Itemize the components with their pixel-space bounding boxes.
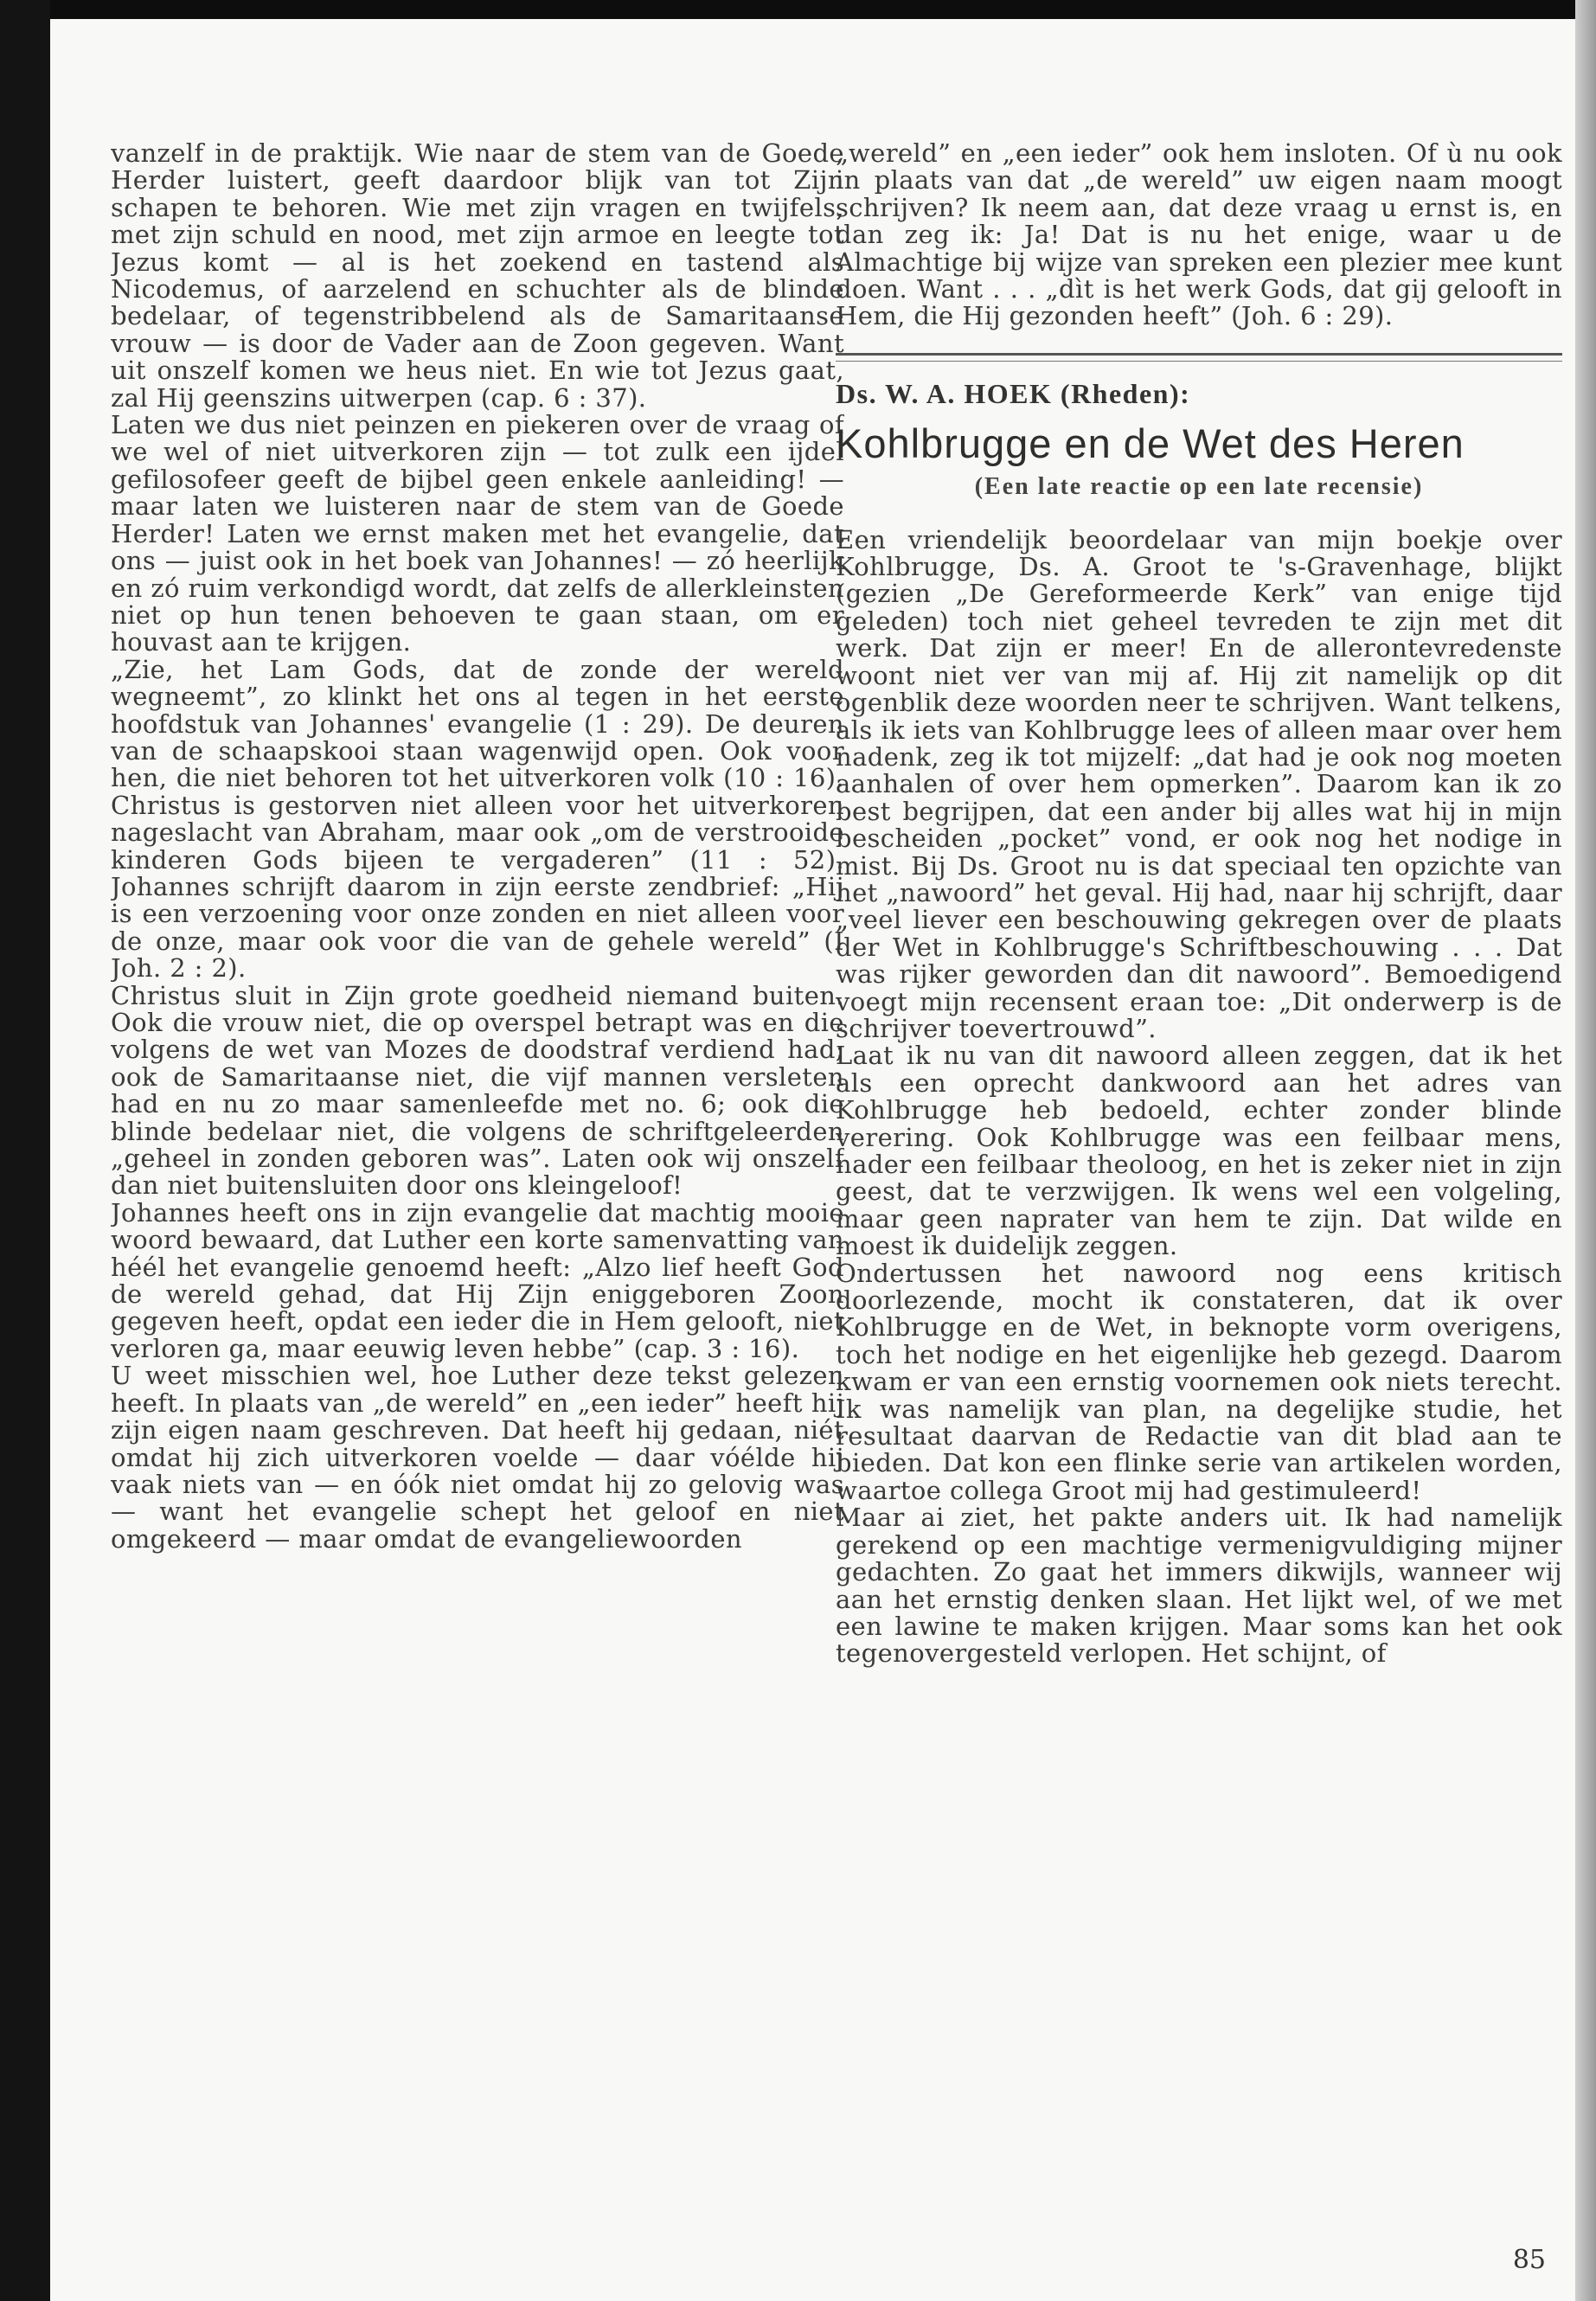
scan-border-top bbox=[0, 0, 1596, 19]
article-title: Kohlbrugge en de Wet des Heren bbox=[836, 420, 1465, 467]
article-byline: Ds. W. A. HOEK (Rheden): bbox=[836, 377, 1191, 409]
page-number: 85 bbox=[1512, 2245, 1546, 2275]
scan-border-left bbox=[0, 0, 50, 2301]
body-paragraph: Laten we dus niet peinzen en piekeren over de vraag of we wel of niet uitverkoren zijn — tot zulk een ijdel gefilosofeer geeft de bijbel geen enkele aanleiding! — maar laten we luisteren naar de stem van de Goede Herder! Laten we ernst maken met het evangelie, dat ons — juist ook in het boek van Johannes! — zó heerlijk en zó ruim verkondigd wordt, dat zelfs de allerkleinsten niet op hun tenen behoeven te gaan staan, om er houvast aan te krijgen. bbox=[111, 410, 844, 657]
section-divider bbox=[836, 353, 1562, 362]
scan-border-right bbox=[1575, 0, 1596, 2301]
document-page bbox=[50, 19, 1575, 2301]
article-paragraph: Ondertussen het nawoord nog eens kritisch doorlezende, mocht ik constateren, dat ik over Kohlbrugge en de Wet, in beknopte vorm overigens, toch het nodige en het eigenlijke heb gezegd. Daarom kwam er van een ernstig voornemen ook niets terecht. Ik was namelijk van plan, na degelijke studie, het resultaat daarvan de Redactie van dit blad aan te bieden. Dat kon een flinke serie van artikelen worden, waartoe collega Groot mij had gestimuleerd! bbox=[836, 1258, 1562, 1505]
article-paragraph: Een vriendelijk beoordelaar van mijn boekje over Kohlbrugge, Ds. A. Groot te 's-Gravenhage, blijkt (gezien „De Gereformeerde Kerk” van enige tijd geleden) toch niet geheel tevreden te zijn met dit werk. Dat zijn er meer! En de allerontevredenste woont niet ver van mij af. Hij zit namelijk op dit ogenblik deze woorden neer te schrijven. Want telkens, als ik iets van Kohlbrugge lees of alleen maar over hem nadenk, zeg ik tot mijzelf: „dat had je ook nog moeten aanhalen of over hem opmerken”. Daarom kan ik zo best begrijpen, dat een ander bij alles wat hij in mijn bescheiden „pocket” vond, er ook nog het nodige in mist. Bij Ds. Groot nu is dat speciaal ten opzichte van het „nawoord” het geval. Hij had, naar hij schrijft, daar „veel liever een beschouwing gekregen over de plaats der Wet in Kohlbrugge's Schriftbeschouwing . . . Dat was rijker geworden dan dit nawoord”. Bemoedigend voegt mijn recensent eraan toe: „Dit onderwerp is de schrijver toevertrouwd”. bbox=[836, 524, 1562, 1043]
article-paragraph: Laat ik nu van dit nawoord alleen zeggen, dat ik het als een oprecht dankwoord aan het adres van Kohlbrugge heb bedoeld, echter zonder blinde verering. Ook Kohlbrugge was een feilbaar mens, nader een feilbaar theoloog, en het is zeker niet in zijn geest, dat te verzwijgen. Ik wens wel een volgeling, maar geen naprater van hem te zijn. Dat wilde en moest ik duidelijk zeggen. bbox=[836, 1041, 1562, 1261]
right-column bbox=[836, 140, 1562, 2234]
body-paragraph: „wereld” en „een ieder” ook hem insloten. Of ù nu ook in plaats van dat „de wereld” uw eigen naam moogt schrijven? Ik neem aan, dat deze vraag u ernst is, en dan zeg ik: Ja! Dat is nu het enige, waar u de Almachtige bij wijze van spreken een plezier mee kunt doen. Want . . . „dìt is het werk Gods, dat gij gelooft in Hem, die Hij gezonden heeft” (Joh. 6 : 29). bbox=[836, 140, 1562, 331]
body-paragraph: Johannes heeft ons in zijn evangelie dat machtig mooie woord bewaard, dat Luther een korte samenvatting van héél het evangelie genoemd heeft: „Alzo lief heeft God de wereld gehad, dat Hij Zijn eniggeboren Zoon gegeven heeft, opdat een ieder die in Hem gelooft, niet verloren ga, maar eeuwig leven hebbe” (cap. 3 : 16). bbox=[111, 1197, 844, 1363]
article-subtitle: (Een late reactie op een late recensie) bbox=[974, 473, 1424, 501]
left-column bbox=[111, 140, 844, 2268]
body-paragraph: vanzelf in de praktijk. Wie naar de stem van de Goede Herder luistert, geeft daardoor blijk van tot Zijn schapen te behoren. Wie met zijn vragen en twijfels, met zijn schuld en nood, met zijn armoe en leegte tot Jezus komt — al is het zoekend en tastend als Nicodemus, of aarzelend en schuchter als de blinde bedelaar, of tegenstribbelend als de Samaritaanse vrouw — is door de Vader aan de Zoon gegeven. Want uit onszelf komen we heus niet. En wie tot Jezus gaat, zal Hij geenszins uitwerpen (cap. 6 : 37). bbox=[111, 140, 844, 413]
body-paragraph: Christus sluit in Zijn grote goedheid niemand buiten. Ook die vrouw niet, die op overspel betrapt was en die volgens de wet van Mozes de doodstraf verdiend had; ook de Samaritaanse niet, die vijf mannen versleten had en nu zo maar samenleefde met no. 6; ook die blinde bedelaar niet, die volgens de schriftgeleerden „geheel in zonden geboren was”. Laten ook wij onszelf dan niet buitensluiten door ons kleingeloof! bbox=[111, 980, 844, 1201]
body-paragraph: U weet misschien wel, hoe Luther deze tekst gelezen heeft. In plaats van „de wereld” en „een ieder” heeft hij zijn eigen naam geschreven. Dat heeft hij gedaan, niét omdat hij zich uitverkoren voelde — daar vóélde hij vaak niets van — en óók niet omdat hij zo gelovig was — want het evangelie schept het geloof en niet omgekeerd — maar omdat de evangeliewoorden bbox=[111, 1361, 844, 1554]
article-paragraph: Maar ai ziet, het pakte anders uit. Ik had namelijk gerekend op een machtige vermenigvuldiging mijner gedachten. Zo gaat het immers dikwijls, wanneer wij aan het ernstig denken slaan. Het lijkt wel, of we met een lawine te maken krijgen. Maar soms kan het ook tegenovergesteld verlopen. Het schijnt, of bbox=[836, 1503, 1562, 1669]
body-paragraph: „Zie, het Lam Gods, dat de zonde der wereld wegneemt”, zo klinkt het ons al tegen in het eerste hoofdstuk van Johannes' evangelie (1 : 29). De deuren van de schaapskooi staan wagenwijd open. Ook voor hen, die niet behoren tot het uitverkoren volk (10 : 16). Christus is gestorven niet alleen voor het uitverkoren nageslacht van Abraham, maar ook „om de verstrooide kinderen Gods bijeen te vergaderen” (11 : 52). Johannes schrijft daarom in zijn eerste zendbrief: „Hij is een verzoening voor onze zonden en niet alleen voor de onze, maar ook voor die van de gehele wereld” (I Joh. 2 : 2). bbox=[111, 654, 844, 984]
